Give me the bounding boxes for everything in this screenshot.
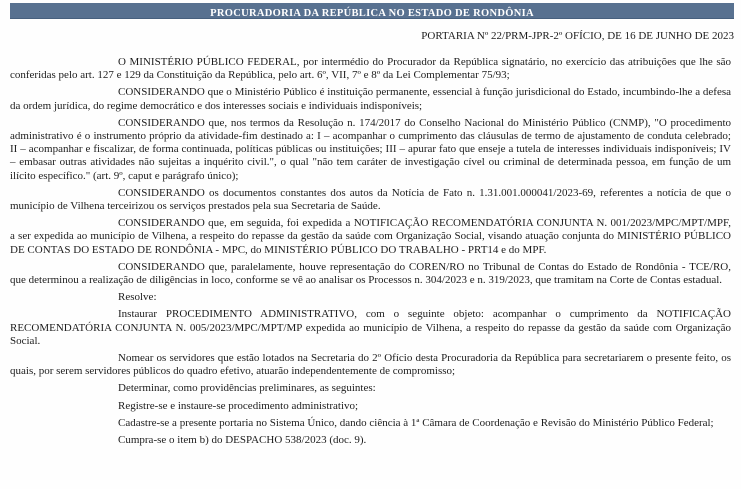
- document-body: [10, 56, 731, 447]
- paragraph-considerando-5: CONSIDERANDO que, paralelamente, houve representação do COREN/RO no Tribunal de Contas do Estado de Rondônia - TCE/RO, que determinou a realização de diligências in loco, conforme se vê ao analisar os Processos n. 304/2023 e n. 319/2023, que tramitam na Corte de Contas estadual.: [10, 260, 731, 287]
- paragraph-considerando-2: CONSIDERANDO que, nos termos da Resolução n. 174/2017 do Conselho Nacional do Ministério Público (CNMP), "O procedimento administrativo é o instrumento próprio da atividade-fim destinado a: I – acompanhar o cumprimento das cláusulas de termo de ajustamento de conduta celebrado; II – acompanhar e fiscalizar, de forma continuada, políticas públicas ou instituições; III – apurar fato que enseje a tutela de interesses individuais indisponíveis; IV – embasar outras atividades não sujeitas a inquérito civil.", o qual "não tem caráter de investigação cível ou criminal de determinada pessoa, em função de um ilícito específico." (art. 9º, caput e parágrafo único);: [10, 116, 731, 182]
- paragraph-nomear: Nomear os servidores que estão lotados na Secretaria do 2º Ofício desta Procuradoria da República para secretariarem o presente feito, os quais, por serem servidores públicos do quadro efetivo, atuarão independentemente de compromisso;: [10, 352, 731, 378]
- paragraph-resolve: Resolve:: [118, 291, 157, 304]
- paragraph-registre: Registre-se e instaure-se procedimento administrativo;: [118, 399, 359, 412]
- paragraph-considerando-4: CONSIDERANDO que, em seguida, foi expedida a NOTIFICAÇÃO RECOMENDATÓRIA CONJUNTA N. 001/2023/MPC/MPT/MPF, a ser expedida ao município de Vilhena, a respeito do repasse da gestão da saúde com Organização Social, visando atuação conjunta do MINISTÉRIO PÚBLICO DE CONTAS DO ESTADO DE RONDÔNIA - MPC, do MINISTÉRIO PÚBLICO DO TRABALHO - PRT14 e do MPF.: [10, 217, 731, 256]
- paragraph-considerando-1: CONSIDERANDO que o Ministério Público é instituição permanente, essencial à função jurisdicional do Estado, incumbindo-lhe a defesa da ordem jurídica, do regime democrático e dos interesses sociais e individuais indisponíveis;: [10, 86, 731, 112]
- paragraph-considerando-3: CONSIDERANDO os documentos constantes dos autos da Notícia de Fato n. 1.31.001.000041/2023-69, referentes a notícia de que o município de Vilhena terceirizou os serviços prestados pela sua Secretaria de Saúde.: [10, 186, 731, 213]
- document-page: [0, 3, 741, 489]
- paragraph-cumpra: Cumpra-se o item b) do DESPACHO 538/2023 (doc. 9).: [118, 434, 367, 447]
- paragraph-cadastre: Cadastre-se a presente portaria no Sistema Único, dando ciência à 1ª Câmara de Coordenação e Revisão do Ministério Público Federal;: [118, 416, 714, 429]
- paragraph-instaurar: Instaurar PROCEDIMENTO ADMINISTRATIVO, com o seguinte objeto: acompanhar o cumprimento da NOTIFICAÇÃO RECOMENDATÓRIA CONJUNTA N. 005/2023/MPC/MPT/MP expedida ao município de Vilhena, a respeito do repasse da gestão da saúde com Organização Social.: [10, 308, 731, 347]
- paragraph-preamble: O MINISTÉRIO PÚBLICO FEDERAL, por intermédio do Procurador da República signatário, no exercício das atribuições que lhe são conferidas pelo art. 127 e 129 da Constituição da República, pelo art. 6º, VII, 7º e 8º da Lei Complementar 75/93;: [10, 56, 731, 82]
- header-title: PROCURADORIA DA REPÚBLICA NO ESTADO DE RONDÔNIA: [210, 8, 534, 19]
- document-header-bar: [10, 3, 734, 19]
- paragraph-determinar: Determinar, como providências preliminares, as seguintes:: [118, 382, 376, 395]
- portaria-heading: PORTARIA Nº 22/PRM-JPR-2º OFÍCIO, DE 16 DE JUNHO DE 2023: [421, 30, 734, 42]
